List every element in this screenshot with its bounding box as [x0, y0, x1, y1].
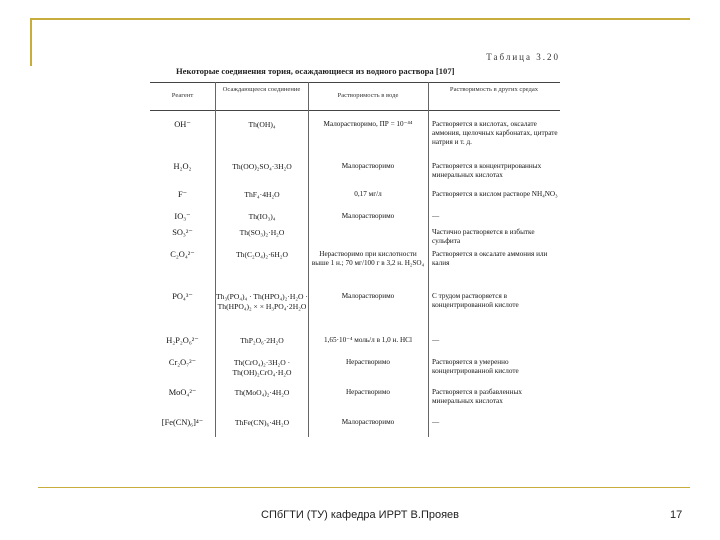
cell-compound: Th(MoO₄)₂·4H₂O — [234, 388, 290, 397]
footer-text: СПбГТИ (ТУ) кафедра ИРРТ В.Прояев — [261, 509, 459, 521]
cell-compound: ThP₂O₆·2H₂O — [240, 336, 284, 345]
cell-other: С трудом растворяется в концентрированной кислоте — [432, 292, 519, 309]
cell-reagent: SO₃²⁻ — [172, 228, 193, 237]
cell-compound: Th(IO₃)₄ — [248, 212, 276, 221]
cell-compound: Th(CrO₄)₂·3H₂O · Th(OH)₂CrO₄·H₂O — [232, 358, 292, 377]
cell-water: Малорастворимо — [341, 292, 395, 300]
table-title: Некоторые соединения тория, осаждающиеся из водного раствора [107] — [176, 66, 455, 76]
page-number: 17 — [670, 509, 683, 521]
cell-other: — — [432, 336, 440, 344]
cell-reagent: F⁻ — [177, 190, 188, 199]
cell-reagent: [Fe(CN)₆]⁴⁻ — [161, 418, 204, 427]
table-top-rule — [150, 82, 560, 83]
cell-other: — — [432, 212, 440, 220]
cell-other: Растворяется в умеренно концентрированной кислоте — [432, 358, 519, 375]
cell-compound: ThFe(CN)₆·4H₂O — [234, 418, 290, 427]
table-header-rule — [150, 110, 560, 111]
header-water-solubility: Растворимость в воде — [337, 92, 399, 99]
cell-other: Растворяется в разбавленных минеральных кислотах — [432, 388, 522, 405]
cell-compound: Th(OO)₂SO₄·3H₂O — [232, 162, 292, 171]
cell-reagent: PO₄³⁻ — [172, 292, 193, 301]
cell-other: Растворяется в концентрированных минеральных кислотах — [432, 162, 542, 179]
cell-compound: Th(OH)₄ — [248, 120, 276, 129]
cell-compound: Th(C₂O₄)₂·6H₂O — [236, 250, 288, 259]
cell-other: Растворяется в кислом растворе NH₄NO₃ — [432, 190, 558, 198]
cell-water: Малорастворимо — [341, 212, 395, 220]
cell-other: Частично растворяется в избытке сульфита — [432, 228, 535, 245]
column-divider — [428, 82, 429, 437]
cell-water: 0,17 мг/л — [354, 190, 382, 198]
cell-reagent: IO₃⁻ — [174, 212, 191, 221]
cell-water: Нерастворимо при кислотности выше 1 н.; 70 мг/100 г в 3,2 н. H₂SO₄ — [311, 250, 425, 267]
cell-reagent: OH⁻ — [174, 120, 191, 129]
cell-water: Нерастворимо — [345, 358, 391, 366]
header-reagent: Реагент — [171, 92, 194, 99]
cell-water: Нерастворимо — [345, 388, 391, 396]
cell-water: Малорастворимо — [341, 162, 395, 170]
footer-rule — [38, 487, 690, 488]
header-precipitate: Осаждающееся соединение — [222, 86, 301, 93]
decorative-top-rule — [30, 18, 690, 20]
cell-reagent: Cr₂O₇²⁻ — [168, 358, 197, 367]
cell-water: Малорастворимо — [341, 418, 395, 426]
cell-water: Малорастворимо, ПР = 10⁻⁴⁴ — [323, 120, 413, 128]
decorative-left-rule — [30, 18, 32, 66]
cell-reagent: C₂O₄²⁻ — [170, 250, 195, 259]
column-divider — [308, 82, 309, 437]
cell-compound: ThF₄·4H₂O — [244, 190, 280, 199]
header-other-solubility: Растворимость в других средах — [449, 86, 539, 93]
cell-compound: Th(SO₃)₂·H₂O — [239, 228, 285, 237]
cell-reagent: MoO₄²⁻ — [168, 388, 197, 397]
cell-other: Растворяется в кислотах, оксалате аммония, щелочных карбонатах, цитрате натрия и т. д. — [432, 120, 558, 146]
cell-reagent: H₂O₂ — [173, 162, 192, 171]
cell-reagent: H₂P₂O₆²⁻ — [166, 336, 199, 345]
cell-other: Растворяется в оксалате аммония или калия — [432, 250, 548, 267]
cell-water: 1,65·10⁻⁴ моль/л в 1,0 н. HCl — [324, 336, 412, 344]
cell-compound: Th₃(PO₄)₄ · Th(HPO₄)₂·H₂O · Th(HPO₄)₂ × × H₃PO₄·2H₂O — [216, 292, 308, 311]
cell-other: — — [432, 418, 440, 426]
scanned-table — [150, 52, 560, 437]
table-number: Таблица 3.20 — [486, 52, 560, 62]
